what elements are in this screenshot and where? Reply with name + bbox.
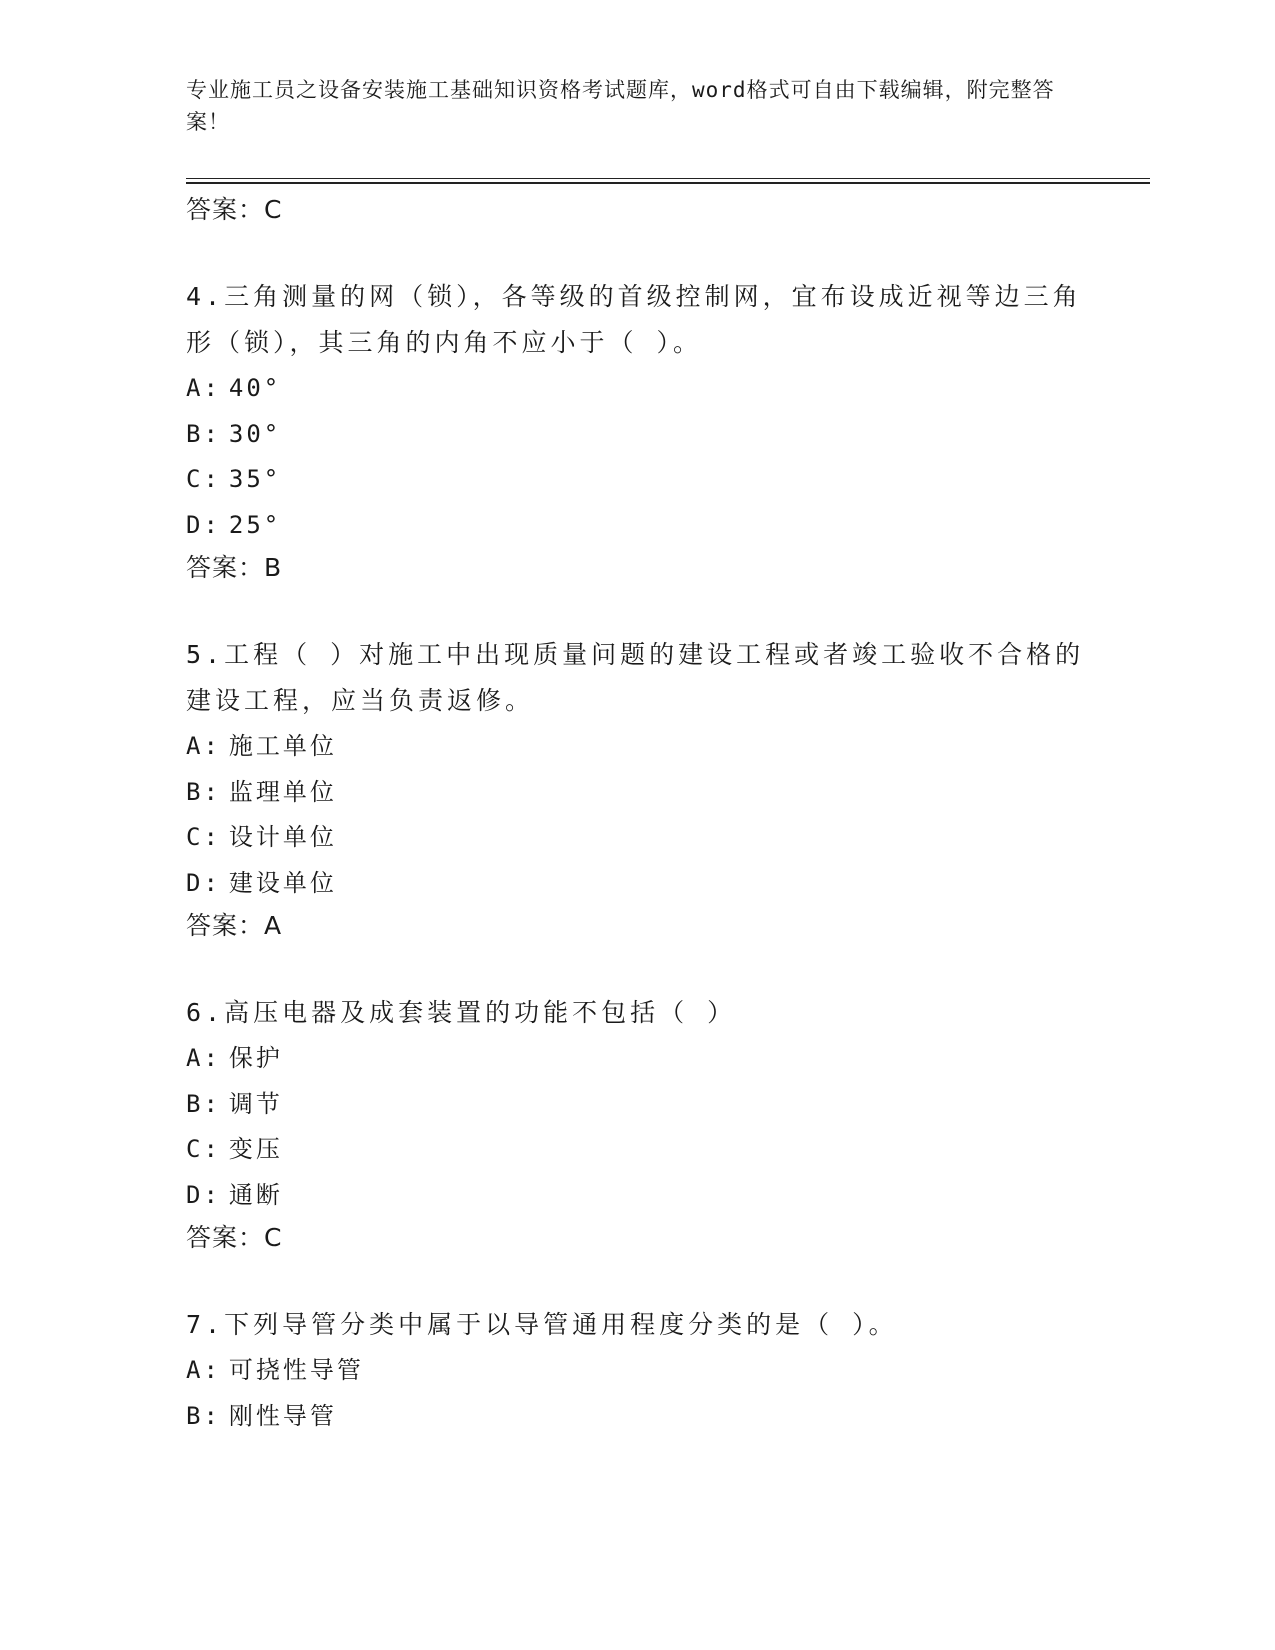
answer-line: 答案：B	[186, 553, 283, 582]
answer-line: 答案：A	[186, 911, 283, 940]
option-item	[186, 724, 1086, 770]
question-list	[186, 190, 1086, 1439]
option-item	[186, 1127, 1086, 1173]
option-label: B:	[186, 1089, 221, 1118]
option-item	[186, 1082, 1086, 1128]
option-item	[186, 457, 1086, 503]
option-text: 建设单位	[228, 868, 337, 897]
answer-line: 答案：C	[186, 1223, 283, 1252]
option-label: D:	[186, 510, 221, 539]
option-label: D:	[186, 868, 221, 897]
option-item	[186, 770, 1086, 816]
option-item	[186, 1173, 1086, 1219]
option-item	[186, 861, 1086, 907]
option-label: B:	[186, 1401, 221, 1430]
option-label: C:	[186, 465, 221, 493]
option-item	[186, 1394, 1086, 1440]
option-text: 监理单位	[228, 777, 337, 806]
option-text: 调节	[228, 1089, 283, 1118]
option-label: A:	[186, 374, 221, 402]
option-item	[186, 412, 1086, 458]
option-item	[186, 815, 1086, 861]
option-label: A:	[186, 1044, 221, 1072]
answer-line: 答案：C	[186, 195, 283, 224]
option-label: B:	[186, 419, 221, 448]
question-text: 7.下列导管分类中属于以导管通用程度分类的是（ ）。	[186, 1310, 898, 1339]
option-text: 30°	[228, 419, 282, 448]
question-text: 6.高压电器及成套装置的功能不包括（ ）	[186, 998, 737, 1027]
option-label: C:	[186, 823, 221, 851]
question-text: 4.三角测量的网（锁），各等级的首级控制网，宜布设成近视等边三角形（锁），其三角的内角不应小于（ ）。	[186, 282, 1082, 357]
option-text: 施工单位	[228, 732, 337, 760]
document-header: 专业施工员之设备安装施工基础知识资格考试题库，word格式可自由下载编辑，附完整答案！	[186, 78, 1055, 134]
option-label: A:	[186, 732, 221, 760]
option-text: 可挠性导管	[228, 1356, 364, 1384]
option-text: 40°	[228, 374, 282, 402]
option-label: C:	[186, 1135, 221, 1163]
option-text: 通断	[228, 1180, 283, 1209]
option-text: 25°	[228, 510, 282, 539]
question-text: 5.工程（ ）对施工中出现质量问题的建设工程或者竣工验收不合格的建设工程，应当负责返修。	[186, 640, 1085, 715]
option-label: D:	[186, 1180, 221, 1209]
option-item	[186, 1348, 1086, 1394]
option-item	[186, 366, 1086, 412]
option-label: A:	[186, 1356, 221, 1384]
option-item	[186, 1036, 1086, 1082]
option-text: 设计单位	[228, 823, 337, 851]
header-divider-thick	[186, 182, 1150, 184]
option-label: B:	[186, 777, 221, 806]
option-text: 保护	[228, 1044, 283, 1072]
option-text: 变压	[228, 1135, 283, 1163]
option-item	[186, 503, 1086, 549]
header-divider-thin	[186, 178, 1150, 179]
option-text: 刚性导管	[228, 1401, 337, 1430]
option-text: 35°	[228, 465, 282, 493]
